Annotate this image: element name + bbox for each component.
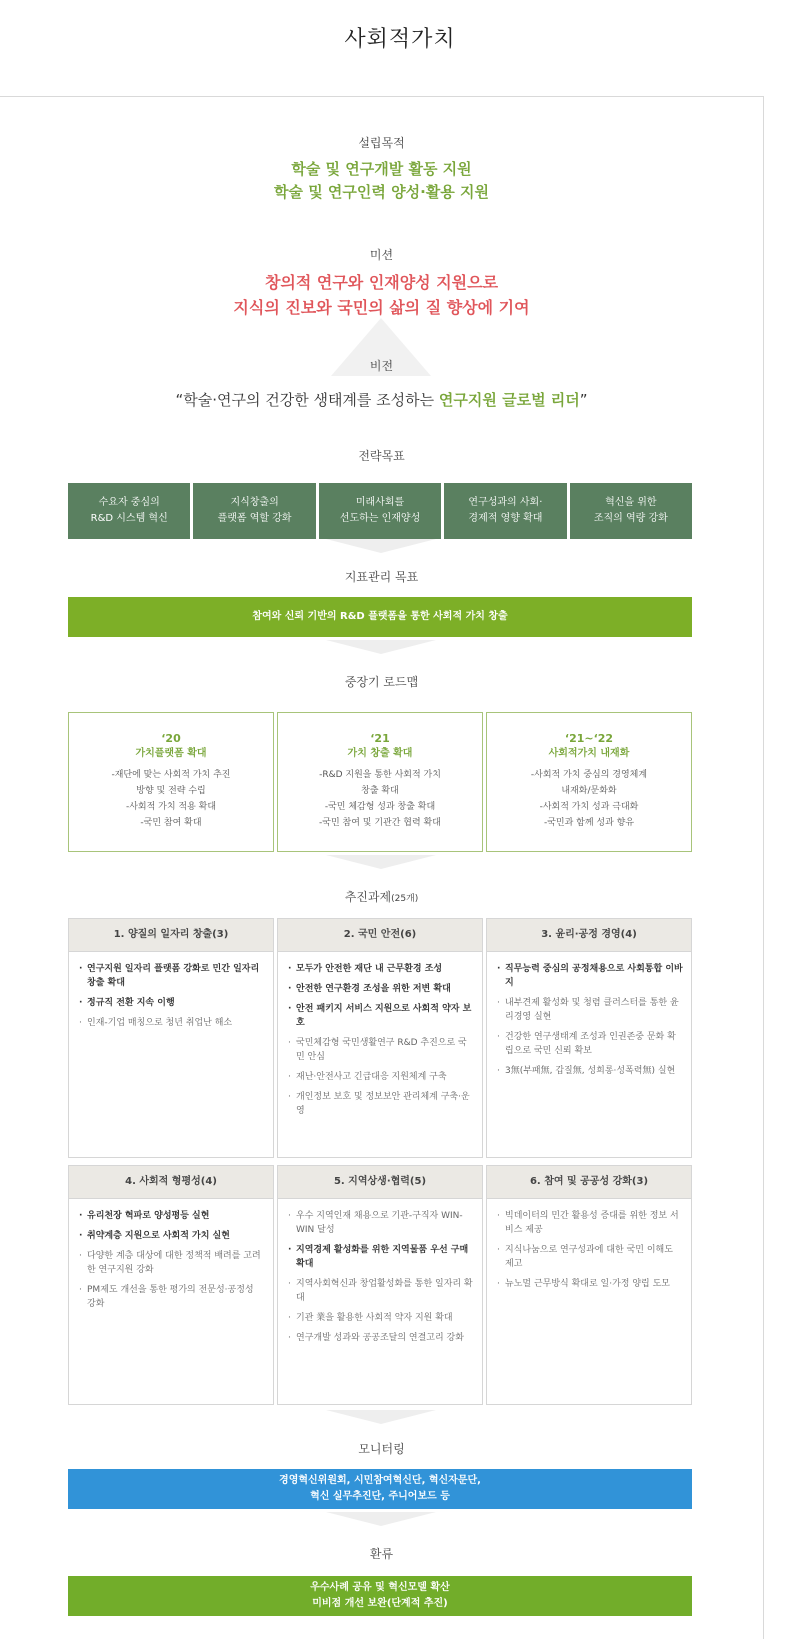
task-group-title: 2. 국민 안전(6) (278, 919, 482, 952)
mission-line: 지식의 진보와 국민의 삶의 질 향상에 기여 (233, 298, 530, 317)
roadmap-line: -국민 참여 확대 (140, 818, 202, 828)
roadmap-title: 가치 창출 확대 (347, 748, 413, 759)
page-title: 사회적가치 (344, 27, 456, 52)
arrow-down (326, 855, 436, 869)
task-item: · 빅데이터의 민간 활용성 증대를 위한 정보 서비스 제공 (497, 1209, 683, 1237)
task-item: · 취약계층 지원으로 사회적 가치 실현 (79, 1229, 265, 1243)
roadmap-year: ‘20 (161, 732, 181, 745)
arrow-down (326, 539, 436, 553)
roadmap-line: 내재화/문화화 (561, 786, 617, 796)
roadmap-line: -사회적 가치 성과 극대화 (539, 802, 639, 812)
task-list (278, 1199, 482, 1345)
task-item: · 직무능력 중심의 공정채용으로 사회통합 이바지 (497, 962, 683, 990)
task-group (486, 1165, 692, 1405)
strategy-goal: 혁신을 위한 조직의 역량 강화 (570, 483, 692, 539)
roadmap-line: -재단에 맞는 사회적 가치 추진 (111, 770, 231, 780)
strategy-goal: 연구성과의 사회· 경제적 영향 확대 (444, 483, 566, 539)
task-item: · 연구지원 일자리 플랫폼 강화로 민간 일자리 창출 확대 (79, 962, 265, 990)
strategy-goal: 미래사회를 선도하는 인재양성 (319, 483, 441, 539)
purpose-label: 설립목적 (358, 136, 405, 150)
mission-line: 창의적 연구와 인재양성 지원으로 (264, 273, 499, 292)
task-list (69, 952, 273, 1030)
task-item: · 국민체감형 국민생활연구 R&D 추진으로 국민 안심 (288, 1036, 474, 1064)
task-item: · 우수 지역인재 채용으로 기관-구직자 WIN-WIN 달성 (288, 1209, 474, 1237)
task-group-title: 6. 참여 및 공공성 강화(3) (487, 1166, 691, 1199)
feedback-label: 환류 (369, 1547, 394, 1561)
task-item: · 유리천장 혁파로 양성평등 실현 (79, 1209, 265, 1223)
roadmap-line: -국민과 함께 성과 향유 (543, 818, 635, 828)
arrow-down (326, 1410, 436, 1424)
task-row (68, 918, 692, 1158)
task-item: · 인재-기업 매칭으로 청년 취업난 해소 (79, 1016, 265, 1030)
task-item: · 재난·안전사고 긴급대응 지원체계 구축 (288, 1070, 474, 1084)
task-item: · PM제도 개선을 통한 평가의 전문성·공정성 강화 (79, 1283, 265, 1311)
tasks-label (0, 888, 763, 905)
task-item: · 뉴노멀 근무방식 확대로 일·가정 양립 도모 (497, 1277, 683, 1291)
task-item: · 건강한 연구생태계 조성과 인권존중 문화 확립으로 국민 신뢰 확보 (497, 1030, 683, 1058)
task-item: · 연구개발 성과와 공공조달의 연결고리 강화 (288, 1331, 474, 1345)
task-group-title: 5. 지역상생·협력(5) (278, 1166, 482, 1199)
roadmap-line: -국민 참여 및 기관간 협력 확대 (319, 818, 441, 828)
task-list (278, 952, 482, 1118)
task-group (68, 1165, 274, 1405)
vision-text-before: “학술·연구의 건강한 생태계를 조성하는 (175, 391, 439, 409)
roadmap-line: 방향 및 전략 수립 (136, 786, 206, 796)
roadmap-title: 사회적가치 내재화 (548, 748, 630, 759)
task-item: · 지역경제 활성화를 위한 지역물품 우선 구매 확대 (288, 1243, 474, 1271)
mission-label: 미션 (369, 248, 394, 262)
task-item: · 안전한 연구환경 조성을 위한 저변 확대 (288, 982, 474, 996)
roadmap-line: 창출 확대 (361, 786, 399, 796)
tasks-label-text: 추진과제 (344, 890, 392, 904)
task-group-title: 4. 사회적 형평성(4) (69, 1166, 273, 1199)
vision-text-after: ” (579, 391, 588, 409)
monitoring-label: 모니터링 (358, 1442, 405, 1456)
task-group (486, 918, 692, 1158)
vision-statement (0, 389, 763, 410)
task-group (277, 918, 483, 1158)
task-group-title: 3. 윤리·공정 경영(4) (487, 919, 691, 952)
kpi-label: 지표관리 목표 (344, 570, 419, 584)
roadmap-label: 중장기 로드맵 (344, 675, 419, 689)
task-item: · 지식나눔으로 연구성과에 대한 국민 이해도 제고 (497, 1243, 683, 1271)
task-item: · 내부견제 활성화 및 청렴 클러스터를 통한 윤리경영 실현 (497, 996, 683, 1024)
strategy-goals (68, 483, 692, 539)
roadmap-stage (486, 712, 692, 852)
task-item: · 개인정보 보호 및 정보보안 관리체계 구축·운영 (288, 1090, 474, 1118)
task-group (277, 1165, 483, 1405)
feedback-bar: 우수사례 공유 및 혁신모델 확산 미비점 개선 보완(단계적 추진) (68, 1576, 692, 1616)
task-item: · 기관 業을 활용한 사회적 약자 지원 확대 (288, 1311, 474, 1325)
roadmap-line: -R&D 지원을 통한 사회적 가치 (319, 770, 441, 780)
purpose-line: 학술 및 연구인력 양성·활용 지원 (274, 183, 489, 201)
roadmap-line: -국민 체감형 성과 창출 확대 (324, 802, 436, 812)
strategy-goal: 지식창출의 플랫폼 역할 강화 (193, 483, 315, 539)
roadmap-title: 가치플랫폼 확대 (135, 748, 207, 759)
roadmap-stage (277, 712, 483, 852)
purpose-line: 학술 및 연구개발 활동 지원 (291, 160, 472, 178)
task-row (68, 1165, 692, 1405)
task-item: · 모두가 안전한 재단 내 근무환경 조성 (288, 962, 474, 976)
roadmap (68, 712, 692, 852)
strategy-label: 전략목표 (358, 449, 405, 463)
arrow-down (326, 1512, 436, 1526)
vision-highlight: 연구지원 글로벌 리더 (438, 391, 580, 409)
roadmap-line: -사회적 가치 중심의 경영체계 (530, 770, 648, 780)
roadmap-line: -사회적 가치 적용 확대 (125, 802, 217, 812)
task-item: · 3無(부패無, 갑질無, 성희롱·성폭력無) 실현 (497, 1064, 683, 1078)
task-group-title: 1. 양질의 일자리 창출(3) (69, 919, 273, 952)
arrow-down (326, 640, 436, 654)
kpi-bar: 참여와 신뢰 기반의 R&D 플랫폼을 통한 사회적 가치 창출 (68, 597, 692, 637)
task-group (68, 918, 274, 1158)
task-item: · 지역사회혁신과 창업활성화를 통한 일자리 확대 (288, 1277, 474, 1305)
task-list (487, 952, 691, 1078)
vision-label: 비전 (369, 359, 394, 373)
roadmap-stage (68, 712, 274, 852)
roadmap-year: ‘21~‘22 (564, 732, 614, 745)
roadmap-year: ‘21 (370, 732, 390, 745)
monitoring-bar: 경영혁신위원회, 시민참여혁신단, 혁신자문단, 혁신 실무추진단, 주니어보드 등 (68, 1469, 692, 1509)
strategy-goal: 수요자 중심의 R&D 시스템 혁신 (68, 483, 190, 539)
task-item: · 정규직 전환 지속 이행 (79, 996, 265, 1010)
task-item: · 안전 패키지 서비스 지원으로 사회적 약자 보호 (288, 1002, 474, 1030)
purpose-statement (0, 158, 763, 204)
task-item: · 다양한 계층 대상에 대한 정책적 배려를 고려한 연구지원 강화 (79, 1249, 265, 1277)
task-list (487, 1199, 691, 1291)
mission-statement (0, 270, 763, 320)
tasks-count: (25개) (391, 894, 419, 904)
task-list (69, 1199, 273, 1311)
